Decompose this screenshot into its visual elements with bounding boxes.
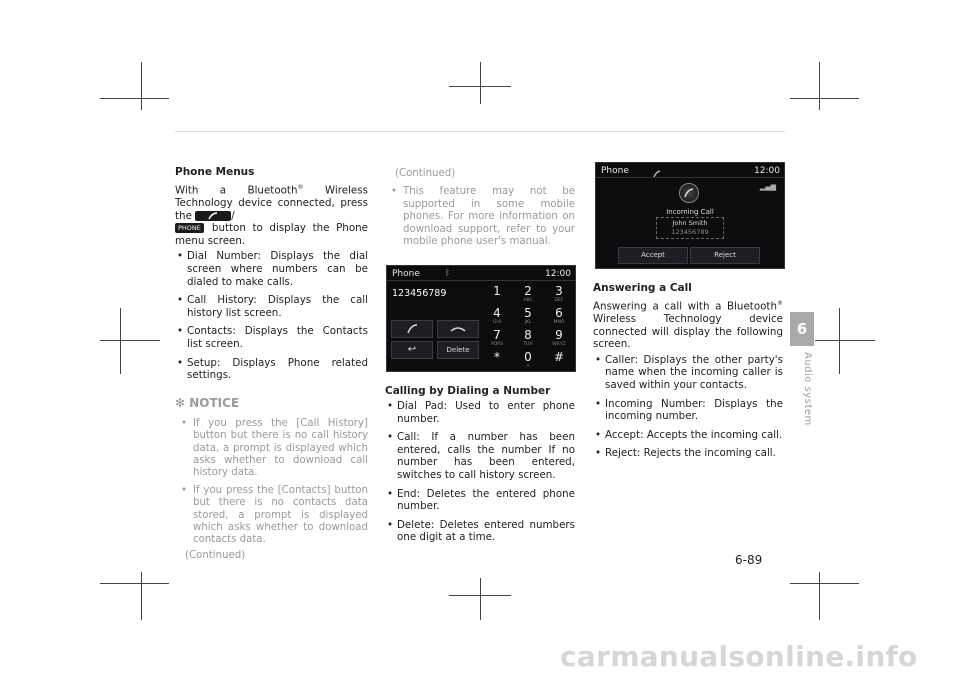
list-item: • Call: If a number has been entered, calls the number If no number has been entered, switches to call history screen. [385, 431, 575, 481]
call-button[interactable] [391, 320, 433, 338]
phone-key-badge: PHONE [175, 223, 204, 233]
notice-item: • If you press the [Call History] button but there is no call history data, a prompt is displayed which asks whether to download call history data. [175, 418, 368, 480]
dial-key-digit: # [553, 350, 565, 364]
page-number: 6-89 [735, 553, 763, 567]
dial-key[interactable] [545, 350, 573, 372]
signal-icon: ▂▄▆ [759, 183, 776, 191]
dial-key[interactable] [545, 306, 573, 328]
dialed-number: 123456789 [392, 288, 447, 299]
section-heading: Answering a Call [593, 282, 692, 294]
dial-key-digit: 3 [555, 284, 563, 298]
notice-item: • If you press the [Contacts] button but there is no contacts data stored, a prompt is displayed which asks whether to download contacts data. [175, 485, 368, 547]
crop-mark [819, 62, 820, 110]
dial-key-letters: MNO [553, 320, 565, 325]
notice-heading: ✻ NOTICE [175, 395, 240, 410]
section-label: Audio system [802, 352, 813, 426]
column-3-text [593, 282, 783, 460]
dial-key[interactable] [514, 306, 542, 328]
dial-key-digit: 5 [524, 306, 532, 320]
dial-key-letters: PQRS [490, 342, 504, 347]
intro-paragraph: Answering a call with a Bluetooth® Wireless Technology device connected will display the following screen. [593, 300, 783, 351]
back-button[interactable] [391, 341, 433, 359]
list-item: • Call History: Displays the call history list screen. [175, 294, 368, 319]
dial-key[interactable] [483, 306, 511, 328]
watermark: carmanualsonline.info [560, 640, 918, 673]
crop-mark [100, 340, 160, 341]
screen-title: Phone [392, 269, 420, 279]
notice-icon: ✻ [175, 395, 186, 410]
caller-box [656, 217, 724, 239]
screen-title: Phone [601, 166, 629, 176]
crop-mark [141, 62, 142, 110]
crop-mark [120, 308, 121, 374]
phone-icon [652, 164, 662, 183]
dial-key-digit: 6 [555, 306, 563, 320]
dial-key[interactable] [483, 284, 511, 306]
dial-key[interactable] [483, 350, 511, 372]
screen-time: 12:00 [545, 269, 571, 279]
crop-mark [480, 578, 481, 620]
chapter-tab: 6 [790, 312, 814, 346]
notice-item: • This feature may not be supported in some mobile phones. For more information on download support, refer to your mobile phone user's manual. [385, 186, 575, 248]
caller-name: John Smith [672, 219, 708, 227]
crop-mark [790, 583, 859, 584]
dial-key[interactable] [514, 328, 542, 350]
continued-label: (Continued) [185, 549, 246, 561]
header-rule [175, 131, 785, 132]
crop-mark [100, 583, 169, 584]
dial-key-digit: * [494, 350, 500, 364]
dial-key-digit: 0 [524, 350, 532, 364]
section-heading: Calling by Dialing a Number [385, 385, 551, 397]
dial-key-letters: WXYZ [552, 342, 566, 347]
list-item: • Reject: Rejects the incoming call. [593, 447, 783, 460]
back-arrow-icon: ↩ [407, 344, 417, 355]
dial-key-digit: 1 [493, 284, 501, 298]
accept-button[interactable]: Accept [618, 247, 688, 264]
phone-call-icon [195, 211, 231, 221]
dial-key-letters: JKL [524, 320, 532, 325]
section-heading: Phone Menus [175, 166, 255, 178]
list-item: • Dial Number: Displays the dial screen where numbers can be dialed to make calls. [175, 250, 368, 288]
column-1 [175, 166, 368, 562]
dial-screen [386, 265, 576, 372]
dial-keypad [481, 281, 575, 371]
list-item: • Caller: Displays the other party's name when the incoming caller is saved within your contacts. [593, 354, 783, 392]
crop-mark [141, 572, 142, 620]
divider [596, 177, 784, 178]
crop-mark [819, 572, 820, 620]
list-item: • End: Deletes the entered phone number. [385, 488, 575, 513]
dial-key-digit: 4 [493, 306, 501, 320]
crop-mark [815, 340, 875, 341]
list-item: • Incoming Number: Displays the incoming number. [593, 398, 783, 423]
incoming-label: Incoming Call [666, 208, 714, 216]
dial-key-digit: 8 [524, 328, 532, 342]
dial-key-letters: DEF [554, 298, 564, 303]
crop-mark [100, 98, 169, 99]
bluetooth-icon: ᛒ [445, 268, 450, 277]
reject-button[interactable]: Reject [690, 247, 760, 264]
list-item: • Delete: Deletes entered numbers one digit at a time. [385, 519, 575, 544]
dial-list [385, 400, 575, 544]
incoming-call-screen [595, 162, 785, 269]
dial-key-digit: 7 [493, 328, 501, 342]
delete-button[interactable]: Delete [437, 341, 479, 359]
list-item: • Dial Pad: Used to enter phone number. [385, 400, 575, 425]
crop-mark [480, 62, 481, 104]
dial-key[interactable] [545, 328, 573, 350]
screen-time: 12:00 [754, 166, 780, 176]
list-item: • Contacts: Displays the Contacts list screen. [175, 325, 368, 350]
incoming-call-icon [679, 183, 699, 203]
dial-key[interactable] [514, 350, 542, 372]
dial-key-letters: ABC [523, 298, 533, 303]
crop-mark [790, 98, 859, 99]
dial-key-letters: TUV [523, 342, 533, 347]
end-button[interactable] [437, 320, 479, 338]
dial-key[interactable] [483, 328, 511, 350]
menu-list [175, 250, 368, 381]
column-2-notice [385, 168, 575, 248]
list-item: • Accept: Accepts the incoming call. [593, 429, 783, 442]
dial-key-letters: GHI [492, 320, 502, 325]
dial-key[interactable] [514, 284, 542, 306]
list-item: • Setup: Displays Phone related settings. [175, 357, 368, 382]
continued-label: (Continued) [395, 168, 456, 179]
dial-key-digit: 9 [555, 328, 563, 342]
dial-key-digit: 2 [524, 284, 532, 298]
notice-list [175, 418, 368, 562]
dial-key-letters: + [526, 364, 530, 369]
column-2-text [385, 385, 575, 544]
intro-paragraph: With a Bluetooth® Wireless Technology device connected, press the / PHONE button to display the Phone menu screen. [175, 184, 368, 247]
answer-list [593, 354, 783, 460]
dial-key[interactable] [545, 284, 573, 306]
crop-mark [839, 308, 840, 374]
caller-number: 123456789 [671, 228, 709, 236]
